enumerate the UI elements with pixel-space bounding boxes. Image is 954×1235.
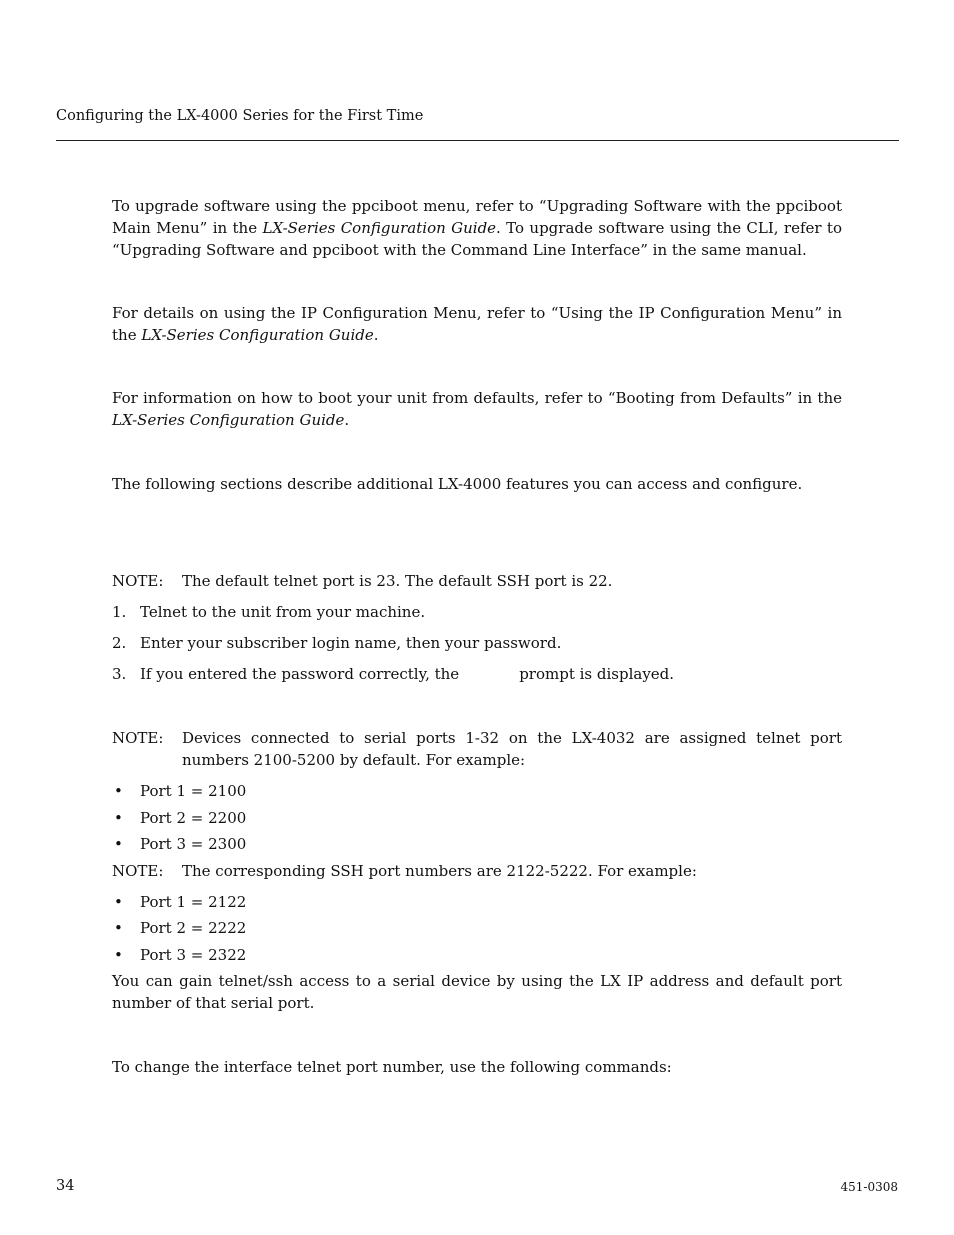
bullet-icon: • bbox=[114, 893, 123, 911]
step-2: 2. Enter your subscriber login name, then your password. bbox=[112, 634, 562, 652]
bullet-icon: • bbox=[114, 946, 123, 964]
paragraph-additional-features: The following sections describe additional LX-4000 features you can access and configure. bbox=[112, 475, 803, 493]
bullet-icon: • bbox=[114, 782, 123, 800]
note-telnet-ports: NOTE: Devices connected to serial ports 1-32 on the LX-4032 are assigned telnet port numbers 2100-5200 by default. For example: bbox=[112, 729, 842, 769]
list-item: • Port 1 = 2100 bbox=[114, 782, 247, 800]
paragraph-change-telnet-port: To change the interface telnet port number, use the following commands: bbox=[112, 1058, 672, 1076]
note-default-ports: NOTE: The default telnet port is 23. The default SSH port is 22. bbox=[112, 572, 613, 590]
guide-title: LX-Series Configuration Guide bbox=[112, 411, 345, 429]
list-item: • Port 3 = 2322 bbox=[114, 946, 247, 964]
paragraph-boot-defaults: For information on how to boot your unit from defaults, refer to “Booting from Defaults” in the LX-Series Configuration Guide. bbox=[112, 389, 842, 429]
bullet-icon: • bbox=[114, 835, 123, 853]
list-item: • Port 1 = 2122 bbox=[114, 893, 247, 911]
list-item: • Port 3 = 2300 bbox=[114, 835, 247, 853]
bullet-icon: • bbox=[114, 919, 123, 937]
step-3: 3. If you entered the password correctly, the prompt is displayed. bbox=[112, 665, 675, 683]
guide-title: LX-Series Configuration Guide bbox=[141, 326, 374, 344]
page-number: 34 bbox=[56, 1178, 75, 1194]
paragraph-ip-config: For details on using the IP Configuration Menu, refer to “Using the IP Configuration Menu” in the LX-Series Configuration Guide. bbox=[112, 304, 842, 344]
running-header: Configuring the LX-4000 Series for the First Time bbox=[56, 108, 424, 124]
paragraph-serial-access: You can gain telnet/ssh access to a serial device by using the LX IP address and default port number of that serial port. bbox=[112, 972, 842, 1012]
guide-title: LX-Series Configuration Guide bbox=[262, 219, 497, 237]
step-1: 1. Telnet to the unit from your machine. bbox=[112, 603, 426, 621]
list-item: • Port 2 = 2200 bbox=[114, 809, 247, 827]
paragraph-upgrade-software: To upgrade software using the ppciboot menu, refer to “Upgrading Software with the ppciboot Main Menu” in the LX-Series Configuration Guide. To upgrade software using the CLI, refer to “Upgrading Software and ppciboot with the Command Line Interface” in the same manual. bbox=[112, 197, 842, 259]
note-ssh-ports: NOTE: The corresponding SSH port numbers are 2122-5222. For example: bbox=[112, 862, 697, 880]
list-item: • Port 2 = 2222 bbox=[114, 919, 247, 937]
bullet-icon: • bbox=[114, 809, 123, 827]
header-rule bbox=[56, 140, 899, 141]
document-number: 451-0308 bbox=[840, 1180, 898, 1194]
